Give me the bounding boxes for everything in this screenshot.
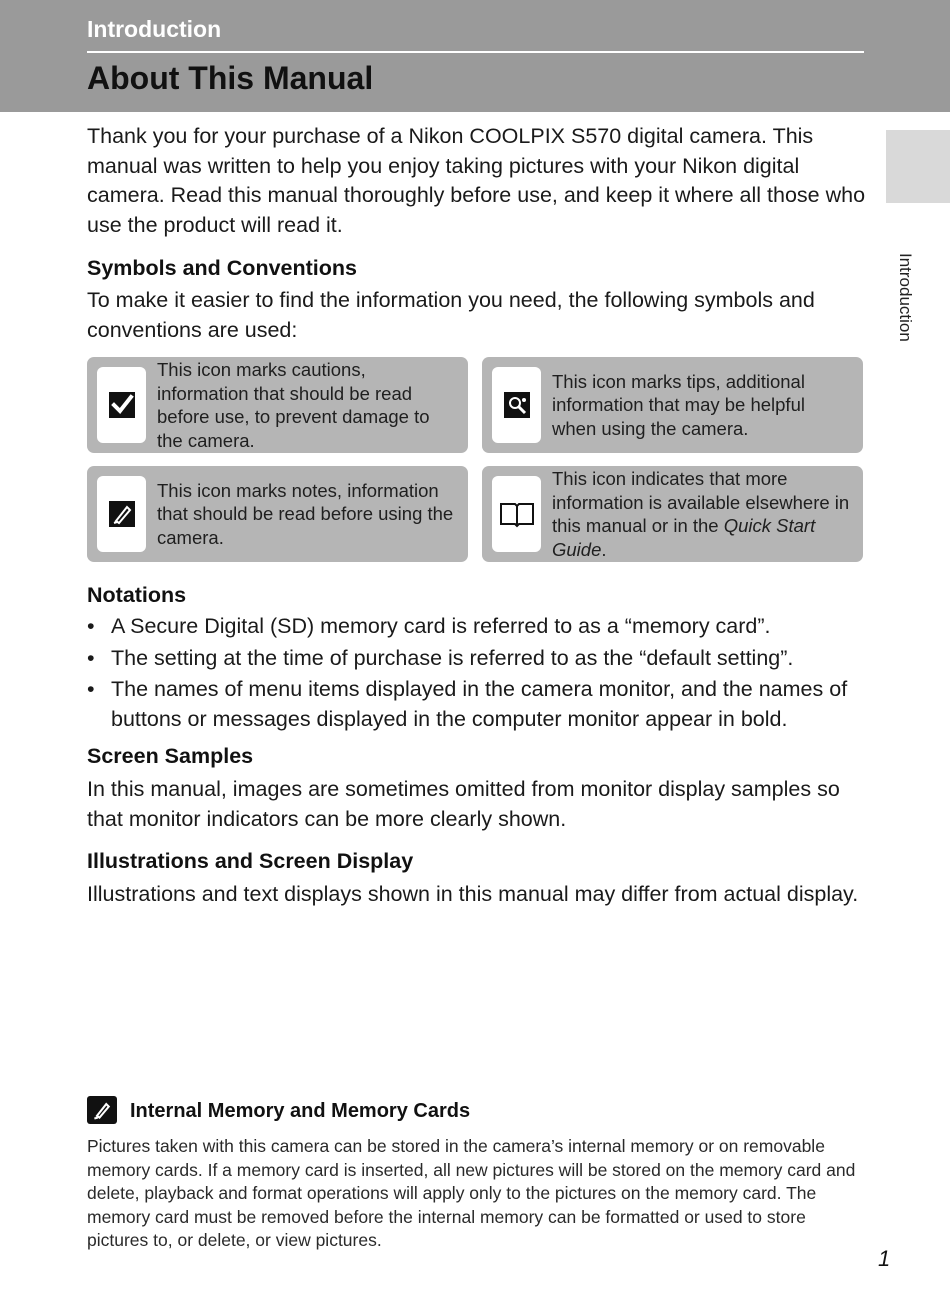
section-title: Introduction: [87, 16, 222, 42]
side-tab-label: Introduction: [896, 253, 915, 342]
list-item: • The setting at the time of purchase is referred to as the “default setting”.: [87, 644, 867, 674]
notations-list: [87, 612, 867, 736]
reference-text: This icon indicates that more information is available elsewhere in this manual or in the: [552, 468, 850, 536]
side-tab: [886, 130, 950, 203]
note-pencil-icon: [97, 476, 146, 552]
notations-heading: Notations: [87, 583, 187, 607]
illustrations-heading: Illustrations and Screen Display: [87, 849, 414, 873]
symbol-box-text: This icon marks cautions, information that should be read before use, to prevent damage to the camera.: [157, 359, 430, 451]
tip-icon: [492, 367, 541, 443]
symbol-box-text: This icon marks notes, information that should be read before using the camera.: [157, 479, 454, 548]
header-rule: [87, 51, 864, 53]
caution-check-icon: [97, 367, 146, 443]
symbol-box-caution: [87, 357, 468, 453]
symbol-box-note: [87, 466, 468, 562]
symbols-heading: Symbols and Conventions: [87, 256, 357, 280]
screen-samples-text: In this manual, images are sometimes omitted from monitor display samples so that monitor indicators can be more clearly shown.: [87, 777, 840, 831]
intro-paragraph: Thank you for your purchase of a Nikon COOLPIX S570 digital camera. This manual was written to help you enjoy taking pictures with your Nikon digital camera. Read this manual thoroughly before use, and keep it where all those who use the product will read it.: [87, 124, 866, 237]
list-item: • The names of menu items displayed in the camera monitor, and the names of buttons or messages displayed in the computer monitor appear in bold.: [87, 675, 867, 734]
book-icon: [492, 476, 541, 552]
list-item: • A Secure Digital (SD) memory card is referred to as a “memory card”.: [87, 612, 867, 642]
reference-text-end: .: [601, 538, 607, 560]
header-band: [0, 0, 950, 112]
page-title: About This Manual: [87, 60, 374, 96]
memory-note-title: Internal Memory and Memory Cards: [130, 1100, 471, 1122]
symbols-text: To make it easier to find the information you need, the following symbols and conventions are used:: [87, 288, 815, 342]
symbol-box-reference: [482, 466, 863, 562]
symbol-box-text: This icon marks tips, additional information that may be helpful when using the camera.: [552, 370, 805, 439]
screen-samples-heading: Screen Samples: [87, 744, 254, 768]
illustrations-text: Illustrations and text displays shown in this manual may differ from actual display.: [87, 882, 859, 906]
symbol-box-text: [552, 466, 852, 562]
symbol-box-tip: [482, 357, 863, 453]
memory-note-text: Pictures taken with this camera can be stored in the camera’s internal memory or on removable memory cards. If a memory card is inserted, all new pictures will be stored on the memory card and delete, playback and format operations will apply only to the pictures on the memory card. The memory card must be removed before the internal memory can be formatted or used to store pictures to, or delete, or view pictures.: [87, 1136, 856, 1250]
quick-start-guide-title: Quick Start Guide: [552, 515, 816, 560]
page-number: 1: [878, 1246, 891, 1271]
note-pencil-icon: [87, 1096, 117, 1124]
